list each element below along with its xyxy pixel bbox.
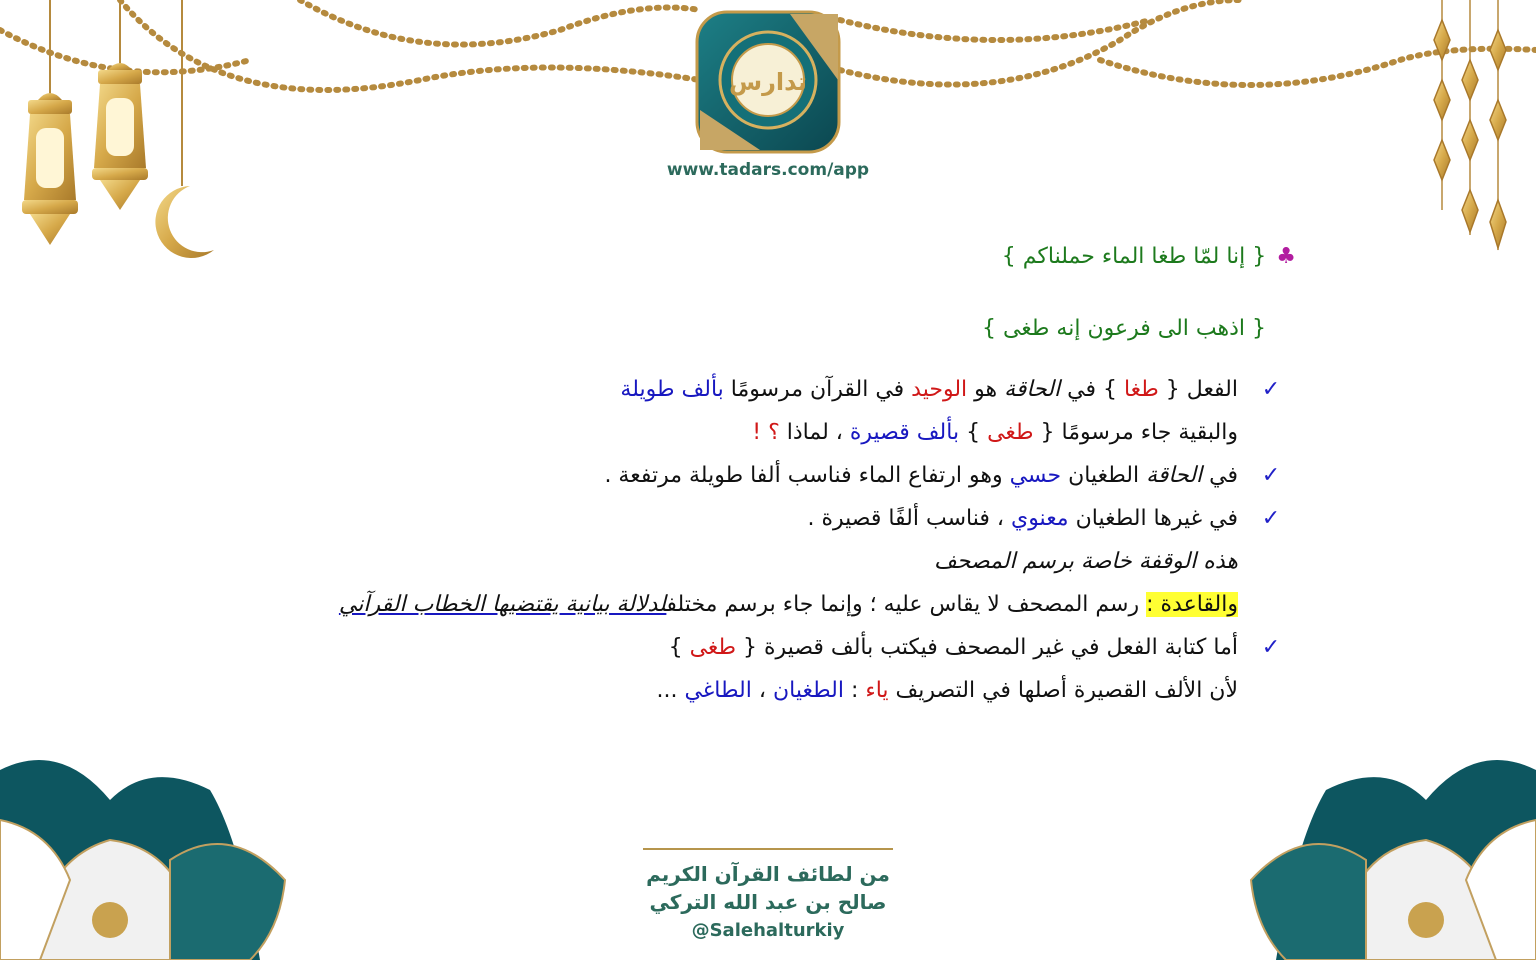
hanging-diamonds xyxy=(1434,0,1506,250)
crescent-moon-icon xyxy=(155,0,214,258)
surah-name: الحاقة xyxy=(1004,377,1061,402)
rule-label: والقاعدة : xyxy=(1146,592,1238,617)
highlight-red: ؟ ! xyxy=(752,420,780,445)
footer-divider xyxy=(643,848,893,850)
highlight-blue: بألف قصيرة xyxy=(849,420,960,445)
point-row-4 xyxy=(196,497,1296,540)
checkmark-icon: ✓ xyxy=(1261,463,1281,488)
text-span: في القرآن مرسومًا xyxy=(723,377,912,402)
url-prefix: www. xyxy=(666,160,720,180)
highlight-red: طغى xyxy=(987,420,1034,445)
highlight-red: ياء xyxy=(865,678,889,703)
text-span: } في xyxy=(1060,377,1124,402)
ayah-second: { اذهب الى فرعون إنه طغى } xyxy=(981,316,1266,341)
footer-credits xyxy=(618,848,918,946)
highlight-red: الوحيد xyxy=(911,377,968,402)
text-span: ... xyxy=(656,678,685,703)
text-span: : xyxy=(843,678,866,703)
surah-name: الحاقة xyxy=(1146,463,1203,488)
text-span: في xyxy=(1202,463,1238,488)
underlined-text: لدلالة بيانية يقتضيها الخطاب القرآني xyxy=(338,592,667,617)
checkmark-icon: ✓ xyxy=(1261,506,1281,531)
text-span: ، لماذا xyxy=(779,420,850,445)
text-span: رسم المصحف لا يقاس عليه ؛ وإنما جاء برسم مختلف xyxy=(666,592,1147,617)
point-row-5: هذه الوقفة خاصة برسم المصحف xyxy=(934,549,1238,574)
highlight-blue: الطاغي xyxy=(684,678,752,703)
highlight-red: طغى xyxy=(689,635,737,660)
highlight-blue: الطغيان xyxy=(772,678,844,703)
highlight-blue: معنوي xyxy=(1010,506,1069,531)
text-span: أما كتابة الفعل في غير المصحف فيكتب بألف قصيرة { xyxy=(736,635,1238,660)
point-row-1 xyxy=(196,368,1296,411)
checkmark-icon: ✓ xyxy=(1261,635,1281,660)
text-span: ، فناسب ألفًا قصيرة . xyxy=(807,506,1011,531)
checkmark-icon: ✓ xyxy=(1261,377,1281,402)
text-span: ، xyxy=(751,678,773,703)
text-span: والبقية جاء مرسومًا { xyxy=(1033,420,1238,445)
logo-emblem-text: تدارس xyxy=(728,68,808,96)
ayah-first-text: { إنا لمّا طغا الماء حملناكم } xyxy=(1001,244,1267,269)
footer-line-1: من لطائف القرآن الكريم xyxy=(646,862,890,886)
url-suffix: .com/app xyxy=(781,160,870,180)
text-span: لأن الألف القصيرة أصلها في التصريف xyxy=(888,678,1238,703)
text-span: في غيرها الطغيان xyxy=(1068,506,1238,531)
flower-ornament-right xyxy=(1251,760,1536,960)
points-list xyxy=(196,368,1296,712)
footer-handle[interactable]: @Salehalturkiy xyxy=(691,920,845,941)
text-span: هو xyxy=(967,377,1005,402)
text-span: } xyxy=(668,635,690,660)
point-row-3 xyxy=(196,454,1296,497)
text-span: وهو ارتفاع الماء فناسب ألفا طويلة مرتفعة . xyxy=(604,463,1010,488)
club-icon: ♣ xyxy=(1276,244,1296,269)
app-url[interactable] xyxy=(618,160,918,180)
lantern-icon xyxy=(92,0,148,210)
point-row-8 xyxy=(196,669,1296,712)
highlight-red: طغا xyxy=(1123,377,1159,402)
footer-author: صالح بن عبد الله التركي xyxy=(649,890,887,914)
highlight-blue: بألف طويلة xyxy=(620,377,724,402)
point-row-6 xyxy=(196,583,1296,626)
text-span: الفعل { xyxy=(1158,377,1238,402)
highlight-blue: حسي xyxy=(1009,463,1062,488)
url-domain: tadars xyxy=(719,160,782,180)
text-span: } xyxy=(959,420,988,445)
ayah-first xyxy=(1002,234,1296,280)
flower-ornament-left xyxy=(0,760,285,960)
text-span: الطغيان xyxy=(1061,463,1147,488)
point-row-2 xyxy=(196,411,1296,454)
lantern-icon xyxy=(22,0,78,245)
point-row-7 xyxy=(196,626,1296,669)
